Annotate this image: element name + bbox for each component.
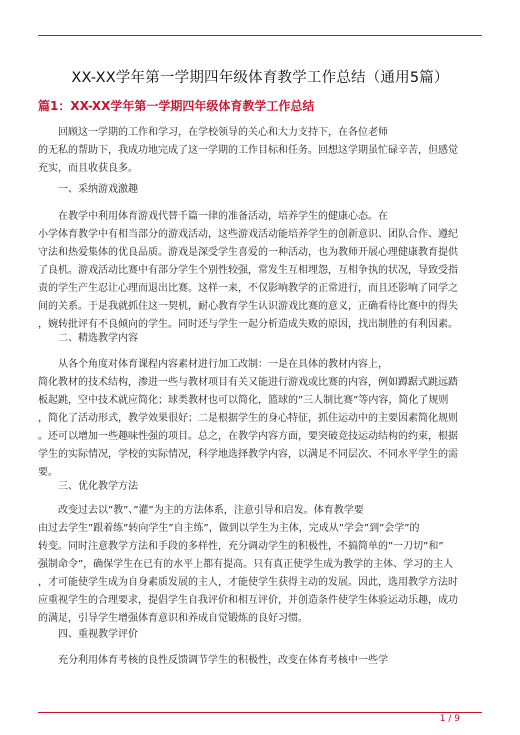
sub-heading: 一、采纳游戏激趣 xyxy=(58,184,138,195)
paragraph-line: 应重视学生的合理要求，提倡学生自我评价和相互评价，并创造条件使学生体验运动乐趣，成功 xyxy=(38,595,458,606)
footer-rule xyxy=(38,712,482,713)
paragraph-line: 充分利用体育考核的良性反馈调节学生的积极性，改变在体育考核中一些学 xyxy=(58,655,388,666)
paragraph-line: 板起跳，空中技术就应简化；球类教材也可以简化，篮球的”三人制比赛”等内容，简化了规则 xyxy=(38,395,449,406)
section-1-body xyxy=(38,208,484,334)
section-3-body xyxy=(38,502,484,628)
paragraph-line: 简化教材的技术结构，渗进一些与教材项目有关又能进行游戏或比赛的内容，例如蹲踞式跳远踏 xyxy=(38,377,458,388)
sub-heading: 三、优化教学方法 xyxy=(58,481,138,492)
section-1 xyxy=(38,181,484,199)
paragraph-line: 的满足，引导学生增强体育意识和养成自觉锻炼的良好习惯。 xyxy=(38,613,308,624)
section-2 xyxy=(38,330,484,348)
paragraph-line: 由过去学生”跟着练”转向学生”自主练”，做到以学生为主体，完成从”学会”到”会学”的 xyxy=(38,523,420,534)
paragraph-line: 守法和热爱集体的优良品质。游戏是深受学生喜爱的一种活动，也为教师开展心理健康教育提供 xyxy=(38,247,458,258)
document-title: XX-XX学年第一学期四年级体育教学工作总结（通用5篇） xyxy=(71,70,449,86)
paragraph-line: 责的学生产生忍让心理而退出比赛。这样一来，不仅影响教学的正常进行，而且还影响了同学之 xyxy=(38,283,458,294)
paragraph-line: ，才可能使学生成为自身素质发展的主人，才能使学生获得主动的发展。因此，选用教学方法时 xyxy=(38,577,458,588)
page-number: 1 / 9 xyxy=(439,714,460,724)
sub-heading: 二、精选教学内容 xyxy=(58,333,138,344)
paragraph-line: 小学体育教学中有相当部分的游戏活动，这些游戏活动能培养学生的创新意识、团队合作、遵纪 xyxy=(38,229,458,240)
section-4-body xyxy=(38,652,484,670)
paragraph-line: 转变。同时注意教学方法和手段的多样性，充分调动学生的积极性，不搞简单的”一刀切”和” xyxy=(38,541,444,552)
paragraph-line: 充实，而且收获良多。 xyxy=(38,163,138,174)
paragraph-line: 要。 xyxy=(38,467,58,478)
section-heading: 篇1：XX-XX学年第一学期四年级体育教学工作总结 xyxy=(38,99,315,113)
paragraph-line: 在教学中利用体育游戏代替千篇一律的准备活动，培养学生的健康心态。在 xyxy=(58,211,388,222)
section-2-body xyxy=(38,356,484,482)
paragraph-line: ，简化了活动形式，教学效果很好；二是根据学生的身心特征，抓住运动中的主要因素简化规则 xyxy=(38,413,458,424)
section-3 xyxy=(38,478,484,496)
paragraph-line: 了良机。游戏活动比赛中有部分学生个别性较强，常发生互相埋怨，互相争执的状况，导致受指 xyxy=(38,265,458,276)
section-4 xyxy=(38,626,484,644)
intro-paragraph xyxy=(38,124,484,178)
paragraph-line: 从各个角度对体育课程内容素材进行加工改制：一是在具体的教材内容上， xyxy=(58,359,388,370)
paragraph-line: ，婉转批评有不良倾向的学生。同时还与学生一起分析造成失败的原因，找出制胜的有利因素。 xyxy=(38,319,458,330)
sub-heading: 四、重视教学评价 xyxy=(58,629,138,640)
paragraph-line: 间的关系。于是我就抓住这一契机，耐心教育学生认识游戏比赛的意义，正确看待比赛中的得失 xyxy=(38,301,458,312)
paragraph-line: 强制命令”，确保学生在已有的水平上都有提高。只有真正使学生成为教学的主体、学习的主人 xyxy=(38,559,454,570)
paragraph-line: 的无私的帮助下，我成功地完成了这一学期的工作目标和任务。回想这学期虽忙碌辛苦，但感觉 xyxy=(38,145,458,156)
paragraph-line: 改变过去以”教”、”灌”为主的方法体系，注意引导和启发。体育教学要 xyxy=(58,505,364,516)
paragraph-line: 学生的实际情况，学校的实际情况，科学地选择教学内容，以满足不同层次、不同水平学生的需 xyxy=(38,449,458,460)
header-rule xyxy=(38,35,482,36)
paragraph-line: 。还可以增加一些趣味性强的项目。总之，在教学内容方面，要突破竞技运动结构的约束，根据 xyxy=(38,431,458,442)
paragraph-line: 回顾这一学期的工作和学习，在学校领导的关心和大力支持下，在各位老师 xyxy=(58,127,388,138)
